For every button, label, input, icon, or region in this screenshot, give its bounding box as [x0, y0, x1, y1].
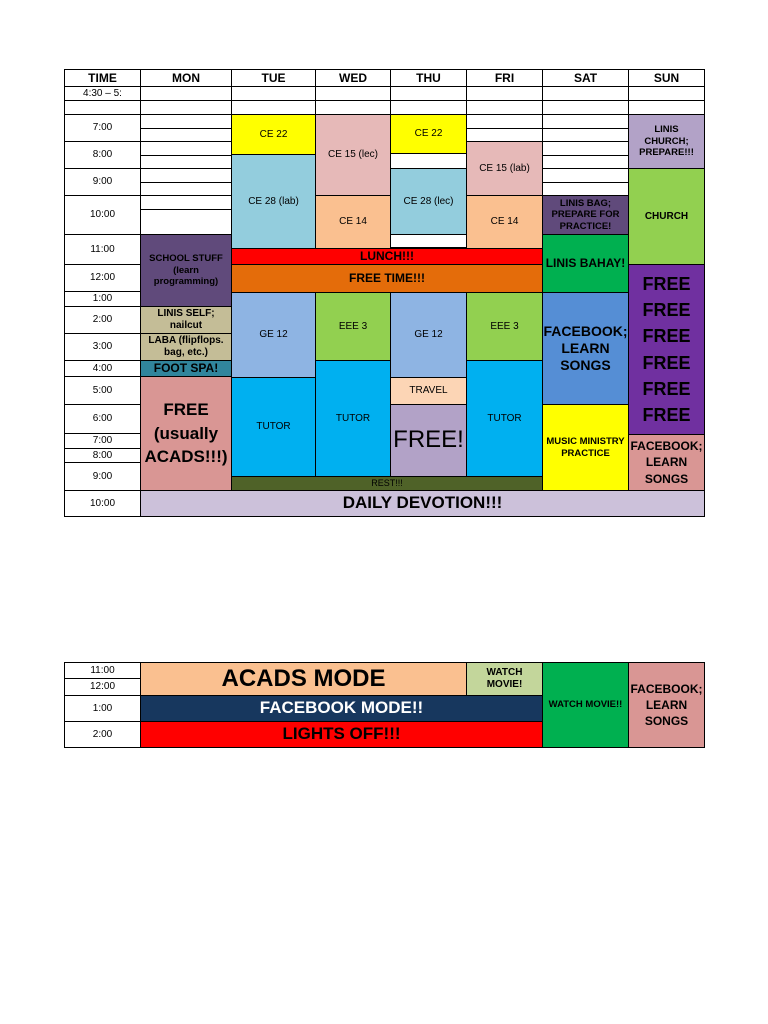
empty-slot [140, 155, 232, 169]
time-label: 5:00 [64, 376, 141, 405]
empty-slot [231, 86, 316, 101]
lights-off-block: LIGHTS OFF!!! [140, 721, 543, 748]
empty-slot [542, 168, 629, 183]
sat-watch-movie-block: WATCH MOVIE!! [542, 662, 629, 748]
mon-linis-self-block: LINIS SELF; nailcut [140, 306, 232, 334]
time-label: 4:30 – 5: [64, 86, 141, 101]
header-sun: SUN [628, 69, 705, 87]
empty-slot [231, 100, 316, 115]
fri-eee3-block: EEE 3 [466, 292, 543, 361]
wed-ce14-block: CE 14 [315, 195, 391, 249]
empty-slot [542, 86, 629, 101]
sun-facebook-night-block: FACEBOOK; LEARN SONGS [628, 662, 705, 748]
empty-slot [140, 168, 232, 183]
header-fri: FRI [466, 69, 543, 87]
acads-mode-block: ACADS MODE [140, 662, 467, 696]
empty-slot [140, 86, 232, 101]
empty-slot [140, 195, 232, 210]
sun-linis-church-block: LINIS CHURCH; PREPARE!!! [628, 114, 705, 169]
thu-free-block: FREE! [390, 404, 467, 477]
empty-slot [315, 100, 391, 115]
empty-slot [542, 182, 629, 196]
lunch-block: LUNCH!!! [231, 248, 543, 265]
empty-slot [140, 141, 232, 156]
empty-slot [542, 128, 629, 142]
time-label [64, 100, 141, 115]
empty-slot [466, 86, 543, 101]
sat-facebook-block: FACEBOOK; LEARN SONGS [542, 292, 629, 405]
tue-ge12-block: GE 12 [231, 292, 316, 378]
time-label: 11:00 [64, 234, 141, 265]
fri-ce15-block: CE 15 (lab) [466, 141, 543, 196]
header-thu: THU [390, 69, 467, 87]
time-label: 1:00 [64, 291, 141, 307]
thu-ce22-block: CE 22 [390, 114, 467, 154]
sun-free-block: FREE FREE FREE FREE FREE FREE [628, 264, 705, 435]
empty-slot [628, 100, 705, 115]
time-label: 12:00 [64, 264, 141, 292]
thu-ce28-block: CE 28 (lec) [390, 168, 467, 235]
empty-slot [140, 182, 232, 196]
wed-tutor-block: TUTOR [315, 360, 391, 477]
tue-tutor-block: TUTOR [231, 377, 316, 477]
tue-ce28-block: CE 28 (lab) [231, 154, 316, 249]
empty-slot [466, 114, 543, 129]
wed-ce15-block: CE 15 (lec) [315, 114, 391, 196]
empty-slot [542, 100, 629, 115]
sat-linis-bag-block: LINIS BAG; PREPARE FOR PRACTICE! [542, 195, 629, 235]
mon-laba-block: LABA (flipflops. bag, etc.) [140, 333, 232, 361]
empty-slot [542, 114, 629, 129]
night-time-label: 2:00 [64, 721, 141, 748]
mon-foot-spa-block: FOOT SPA! [140, 360, 232, 377]
empty-slot [140, 114, 232, 129]
tue-ce22-block: CE 22 [231, 114, 316, 155]
fri-watch-movie-block: WATCH MOVIE! [466, 662, 543, 696]
thu-travel-block: TRAVEL [390, 377, 467, 405]
time-label: 6:00 [64, 404, 141, 434]
sat-music-block: MUSIC MINISTRY PRACTICE [542, 404, 629, 491]
facebook-mode-block: FACEBOOK MODE!! [140, 695, 543, 722]
header-sat: SAT [542, 69, 629, 87]
empty-slot [390, 153, 467, 169]
time-label: 4:00 [64, 360, 141, 377]
time-label: 7:00 [64, 114, 141, 142]
time-label: 9:00 [64, 168, 141, 196]
mon-school-stuff-block: SCHOOL STUFF (learn programming) [140, 234, 232, 307]
empty-slot [466, 128, 543, 142]
mon-free-block: FREE (usually ACADS!!!) [140, 376, 232, 491]
empty-slot [390, 100, 467, 115]
header-time: TIME [64, 69, 141, 87]
sun-facebook-block: FACEBOOK; LEARN SONGS [628, 434, 705, 491]
fri-tutor-block: TUTOR [466, 360, 543, 477]
time-label: 7:00 [64, 433, 141, 449]
header-mon: MON [140, 69, 232, 87]
rest-block: REST!!! [231, 476, 543, 491]
thu-ge12-block: GE 12 [390, 292, 467, 378]
time-label: 10:00 [64, 195, 141, 235]
fri-ce14-block: CE 14 [466, 195, 543, 249]
time-label: 9:00 [64, 462, 141, 491]
empty-slot [390, 234, 467, 248]
empty-slot [140, 128, 232, 142]
wed-eee3-block: EEE 3 [315, 292, 391, 361]
time-label: 2:00 [64, 306, 141, 334]
night-time-label: 1:00 [64, 695, 141, 722]
time-label: 8:00 [64, 141, 141, 169]
sun-church-block: CHURCH [628, 168, 705, 265]
daily-devotion-block: DAILY DEVOTION!!! [140, 490, 705, 517]
header-wed: WED [315, 69, 391, 87]
header-tue: TUE [231, 69, 316, 87]
empty-slot [466, 100, 543, 115]
empty-slot [315, 86, 391, 101]
empty-slot [542, 141, 629, 156]
time-label: 10:00 [64, 490, 141, 517]
empty-slot [140, 100, 232, 115]
sat-linis-bahay-block: LINIS BAHAY! [542, 234, 629, 293]
free-time-block: FREE TIME!!! [231, 264, 543, 293]
night-time-label: 12:00 [64, 678, 141, 696]
night-time-label: 11:00 [64, 662, 141, 679]
empty-slot [542, 155, 629, 169]
empty-slot [140, 209, 232, 235]
empty-slot [390, 86, 467, 101]
empty-slot [628, 86, 705, 101]
time-label: 8:00 [64, 448, 141, 463]
time-label: 3:00 [64, 333, 141, 361]
